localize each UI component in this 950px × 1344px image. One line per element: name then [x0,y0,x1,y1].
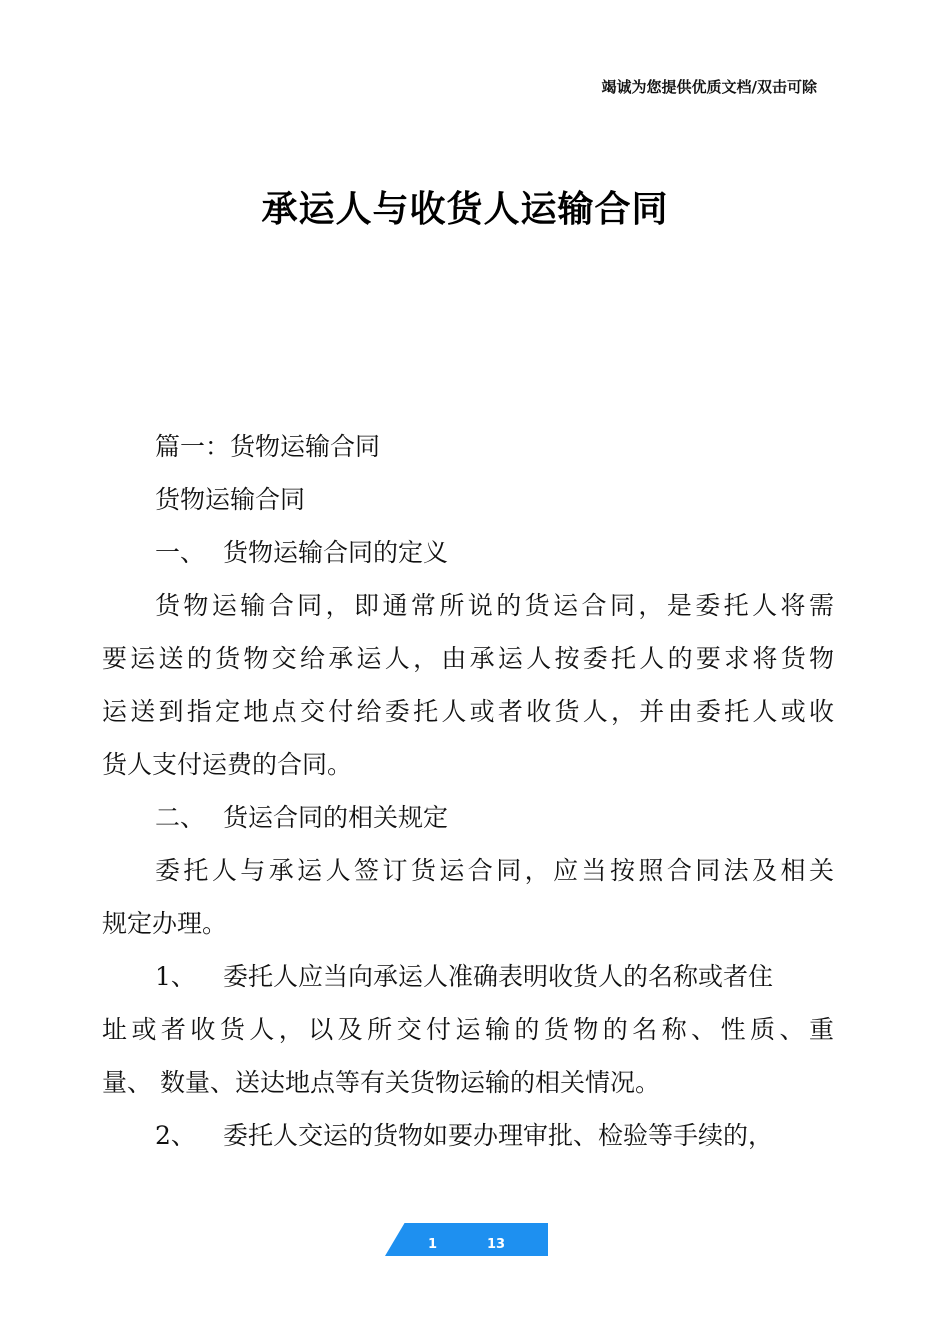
section-number: 二、 [155,803,206,832]
section-heading-text: 货运合同的相关规定 [223,803,449,832]
document-body [102,420,834,1162]
paragraph-line: 委托人与承运人签订货运合同，应当按照合同法及相关 [155,856,834,885]
section-heading-1 [102,526,834,579]
section-heading-2 [102,791,834,844]
item-text: 委托人应当向承运人准确表明收货人的名称或者住 [223,962,774,991]
paragraph-line: 货物运输合同 [155,485,306,514]
total-page-count: 13 [487,1237,506,1252]
document-title: 承运人与收货人运输合同 [261,189,669,230]
section-heading-text: 货物运输合同的定义 [223,538,449,567]
item-number: 1、 [155,962,196,991]
header-note: 竭诚为您提供优质文档/双击可除 [601,78,817,96]
current-page-number: 1 [428,1237,438,1252]
paragraph-line: 要运送的货物交给承运人，由承运人按委托人的要求将货物 [102,644,834,673]
numbered-item-1 [102,950,834,1003]
paragraph-line: 规定办理。 [102,909,228,938]
item-text: 委托人交运的货物如要办理审批、检验等手续的， [223,1121,774,1150]
paragraph-line: 货物运输合同，即通常所说的货运合同，是委托人将需 [155,591,834,620]
paragraph-line: 篇一：货物运输合同 [155,432,381,461]
paragraph-line: 址或者收货人，以及所交付运输的货物的名称、性质、重 [102,1015,834,1044]
paragraph-line: 运送到指定地点交付给委托人或者收货人，并由委托人或收 [102,697,834,726]
numbered-item-2 [102,1109,834,1162]
item-number: 2、 [155,1121,196,1150]
paragraph-line: 货人支付运费的合同。 [102,750,353,779]
paragraph-line: 量、 数量、送达地点等有关货物运输的相关情况。 [102,1068,660,1097]
section-number: 一、 [155,538,206,567]
page-number-banner [385,1223,548,1256]
